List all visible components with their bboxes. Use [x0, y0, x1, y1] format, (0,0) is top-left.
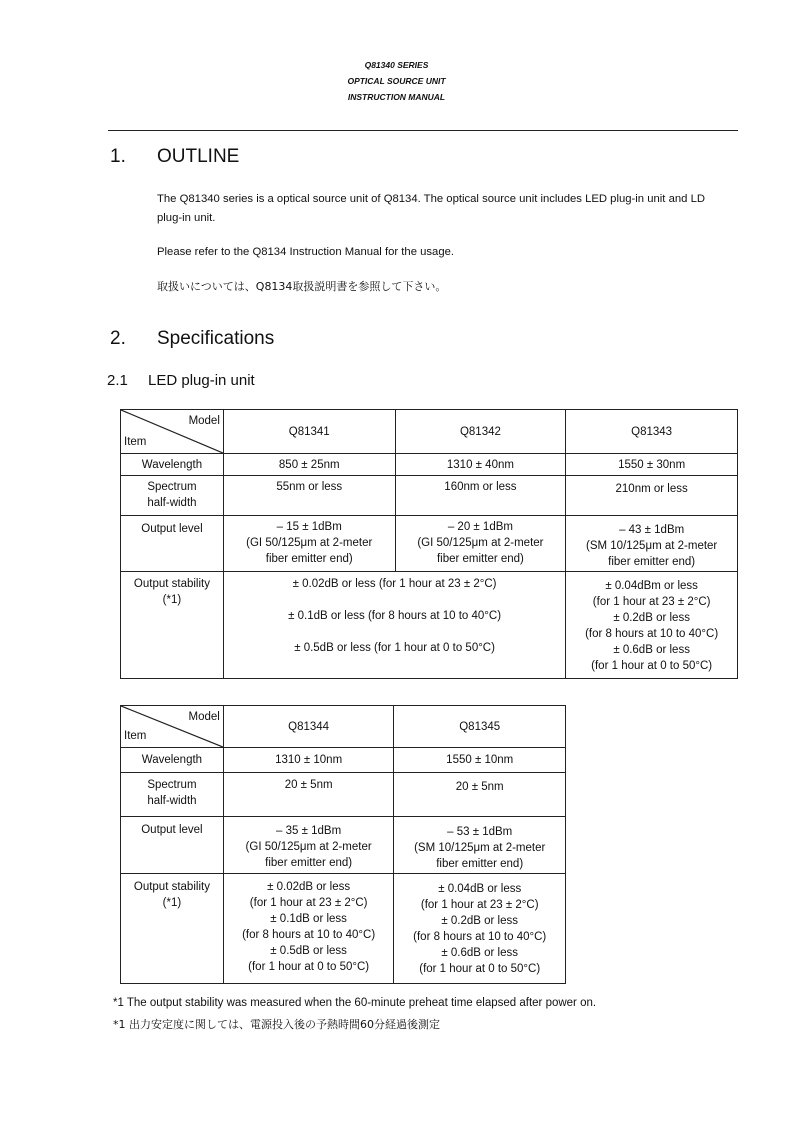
cell-value [394, 874, 566, 984]
row-label-output-level: Output level [121, 516, 224, 572]
column-header-q81341: Q81341 [223, 410, 395, 454]
table-row [121, 773, 566, 817]
row-label-output-level: Output level [121, 817, 224, 874]
led-spec-table-2 [120, 705, 566, 984]
cell-line: – 15 ± 1dBm [276, 521, 342, 533]
section-1-title: OUTLINE [157, 146, 240, 167]
column-header-q81344: Q81344 [223, 706, 394, 748]
corner-item-label: Item [124, 730, 147, 742]
cell-value: 1550 ± 30nm [566, 454, 738, 476]
cell-line: (for 1 hour at 0 to 50°C) [591, 660, 713, 672]
cell-line: fiber emitter end) [436, 858, 524, 870]
corner-item-label: Item [124, 436, 147, 448]
cell-line: ± 0.04dB or less [438, 883, 522, 895]
row-label-output-stability [121, 874, 224, 984]
row-label-line: Output stability [133, 881, 210, 893]
table-row [121, 476, 738, 516]
cell-line: (for 1 hour at 0 to 50°C) [248, 961, 370, 973]
table-row [121, 572, 738, 679]
cell-line: fiber emitter end) [265, 857, 353, 869]
cell-value [566, 516, 738, 572]
cell-value [394, 817, 566, 874]
row-label-line: half-width [147, 497, 197, 509]
row-label-line: (*1) [162, 594, 182, 606]
cell-line: (for 8 hours at 10 to 40°C) [242, 929, 376, 941]
cell-value [223, 516, 395, 572]
cell-value: 1550 ± 10nm [394, 748, 566, 773]
outline-paragraph-1: The Q81340 series is a optical source unit of Q8134. The optical source unit includes LED plug-in unit and LD plug-in unit. [157, 193, 706, 224]
section-2-1-title: LED plug-in unit [148, 372, 255, 389]
corner-model-label: Model [188, 711, 220, 723]
section-1-number: 1. [110, 146, 126, 167]
row-label-output-stability [121, 572, 224, 679]
header-manual: INSTRUCTION MANUAL [347, 92, 446, 102]
table-row [121, 516, 738, 572]
cell-line: – 35 ± 1dBm [276, 825, 342, 837]
cell-line: ± 0.04dBm or less [605, 580, 698, 592]
table-header-row [121, 410, 738, 454]
cell-line: ± 0.2dB or less [613, 612, 690, 624]
cell-line: ± 0.6dB or less [441, 947, 519, 959]
cell-line: – 20 ± 1dBm [447, 521, 513, 533]
cell-line: (for 8 hours at 10 to 40°C) [413, 931, 547, 943]
header-divider [108, 130, 738, 131]
row-label-spectrum [121, 773, 224, 817]
cell-value [223, 817, 394, 874]
cell-line: ± 0.2dB or less [441, 915, 519, 927]
column-header-q81343: Q81343 [566, 410, 738, 454]
row-label-line: (*1) [162, 897, 182, 909]
cell-line: ± 0.5dB or less [270, 945, 347, 957]
cell-line: (for 1 hour at 23 ± 2°C) [420, 899, 539, 911]
cell-line: fiber emitter end) [265, 553, 353, 565]
cell-line: fiber emitter end) [436, 553, 524, 565]
cell-line: ± 0.02dB or less (for 1 hour at 23 ± 2°C) [292, 578, 497, 590]
table-row [121, 748, 566, 773]
column-header-q81345: Q81345 [394, 706, 566, 748]
cell-value: 160nm or less [395, 476, 566, 516]
table-row [121, 454, 738, 476]
cell-line: ± 0.02dB or less [267, 881, 351, 893]
cell-line: ± 0.1dB or less (for 8 hours at 10 to 40°C) [288, 610, 502, 622]
section-2-1-number: 2.1 [107, 372, 128, 389]
table-row [121, 817, 566, 874]
cell-value: 55nm or less [223, 476, 395, 516]
cell-line: – 53 ± 1dBm [447, 826, 513, 838]
footnote-english: *1 The output stability was measured when the 60-minute preheat time elapsed after power on. [113, 997, 597, 1009]
cell-line: (GI 50/125μm at 2-meter [417, 537, 544, 549]
cell-value: 1310 ± 10nm [223, 748, 394, 773]
document-header [0, 57, 793, 105]
cell-line: (for 1 hour at 23 ± 2°C) [592, 596, 711, 608]
row-label-line: Output stability [133, 578, 210, 590]
header-product: OPTICAL SOURCE UNIT [347, 76, 446, 86]
cell-value: 20 ± 5nm [394, 773, 566, 817]
cell-line: (SM 10/125μm at 2-meter [586, 540, 718, 552]
cell-value: 210nm or less [566, 476, 738, 516]
cell-value [223, 874, 394, 984]
table-header-row [121, 706, 566, 748]
corner-model-label: Model [188, 415, 220, 427]
section-2-number: 2. [110, 328, 126, 349]
row-label-spectrum [121, 476, 224, 516]
row-label-line: Spectrum [147, 481, 197, 493]
row-label-line: Spectrum [147, 779, 197, 791]
cell-value: 1310 ± 40nm [395, 454, 566, 476]
cell-value: 20 ± 5nm [223, 773, 394, 817]
row-label-line: half-width [147, 795, 197, 807]
row-label-wavelength: Wavelength [121, 748, 224, 773]
cell-value: 850 ± 25nm [223, 454, 395, 476]
led-spec-table-1 [120, 409, 738, 679]
shared-stability-cell [223, 572, 565, 679]
footnote-japanese: *1 出力安定度に関しては、電源投入後の予熱時間60分経過後測定 [113, 1018, 440, 1031]
outline-paragraph-japanese: 取扱いについては、Q8134取扱説明書を参照して下さい。 [157, 280, 447, 293]
cell-line: ± 0.6dB or less [613, 644, 690, 656]
cell-line: (for 1 hour at 23 ± 2°C) [249, 897, 368, 909]
cell-line: (GI 50/125μm at 2-meter [246, 537, 373, 549]
section-2-title: Specifications [157, 328, 275, 349]
table-row [121, 874, 566, 984]
cell-line: ± 0.1dB or less [270, 913, 347, 925]
row-label-wavelength: Wavelength [121, 454, 224, 476]
header-series: Q81340 SERIES [364, 60, 429, 70]
cell-line: (for 8 hours at 10 to 40°C) [585, 628, 719, 640]
cell-line: ± 0.5dB or less (for 1 hour at 0 to 50°C) [294, 642, 495, 654]
cell-value [566, 572, 738, 679]
cell-value [395, 516, 566, 572]
table-corner-cell [121, 410, 224, 454]
column-header-q81342: Q81342 [395, 410, 566, 454]
cell-line: – 43 ± 1dBm [619, 524, 685, 536]
cell-line: (GI 50/125μm at 2-meter [245, 841, 372, 853]
cell-line: (for 1 hour at 0 to 50°C) [419, 963, 541, 975]
cell-line: (SM 10/125μm at 2-meter [414, 842, 546, 854]
outline-paragraph-2: Please refer to the Q8134 Instruction Manual for the usage. [157, 246, 455, 258]
cell-line: fiber emitter end) [608, 556, 696, 568]
table-corner-cell [121, 706, 224, 748]
